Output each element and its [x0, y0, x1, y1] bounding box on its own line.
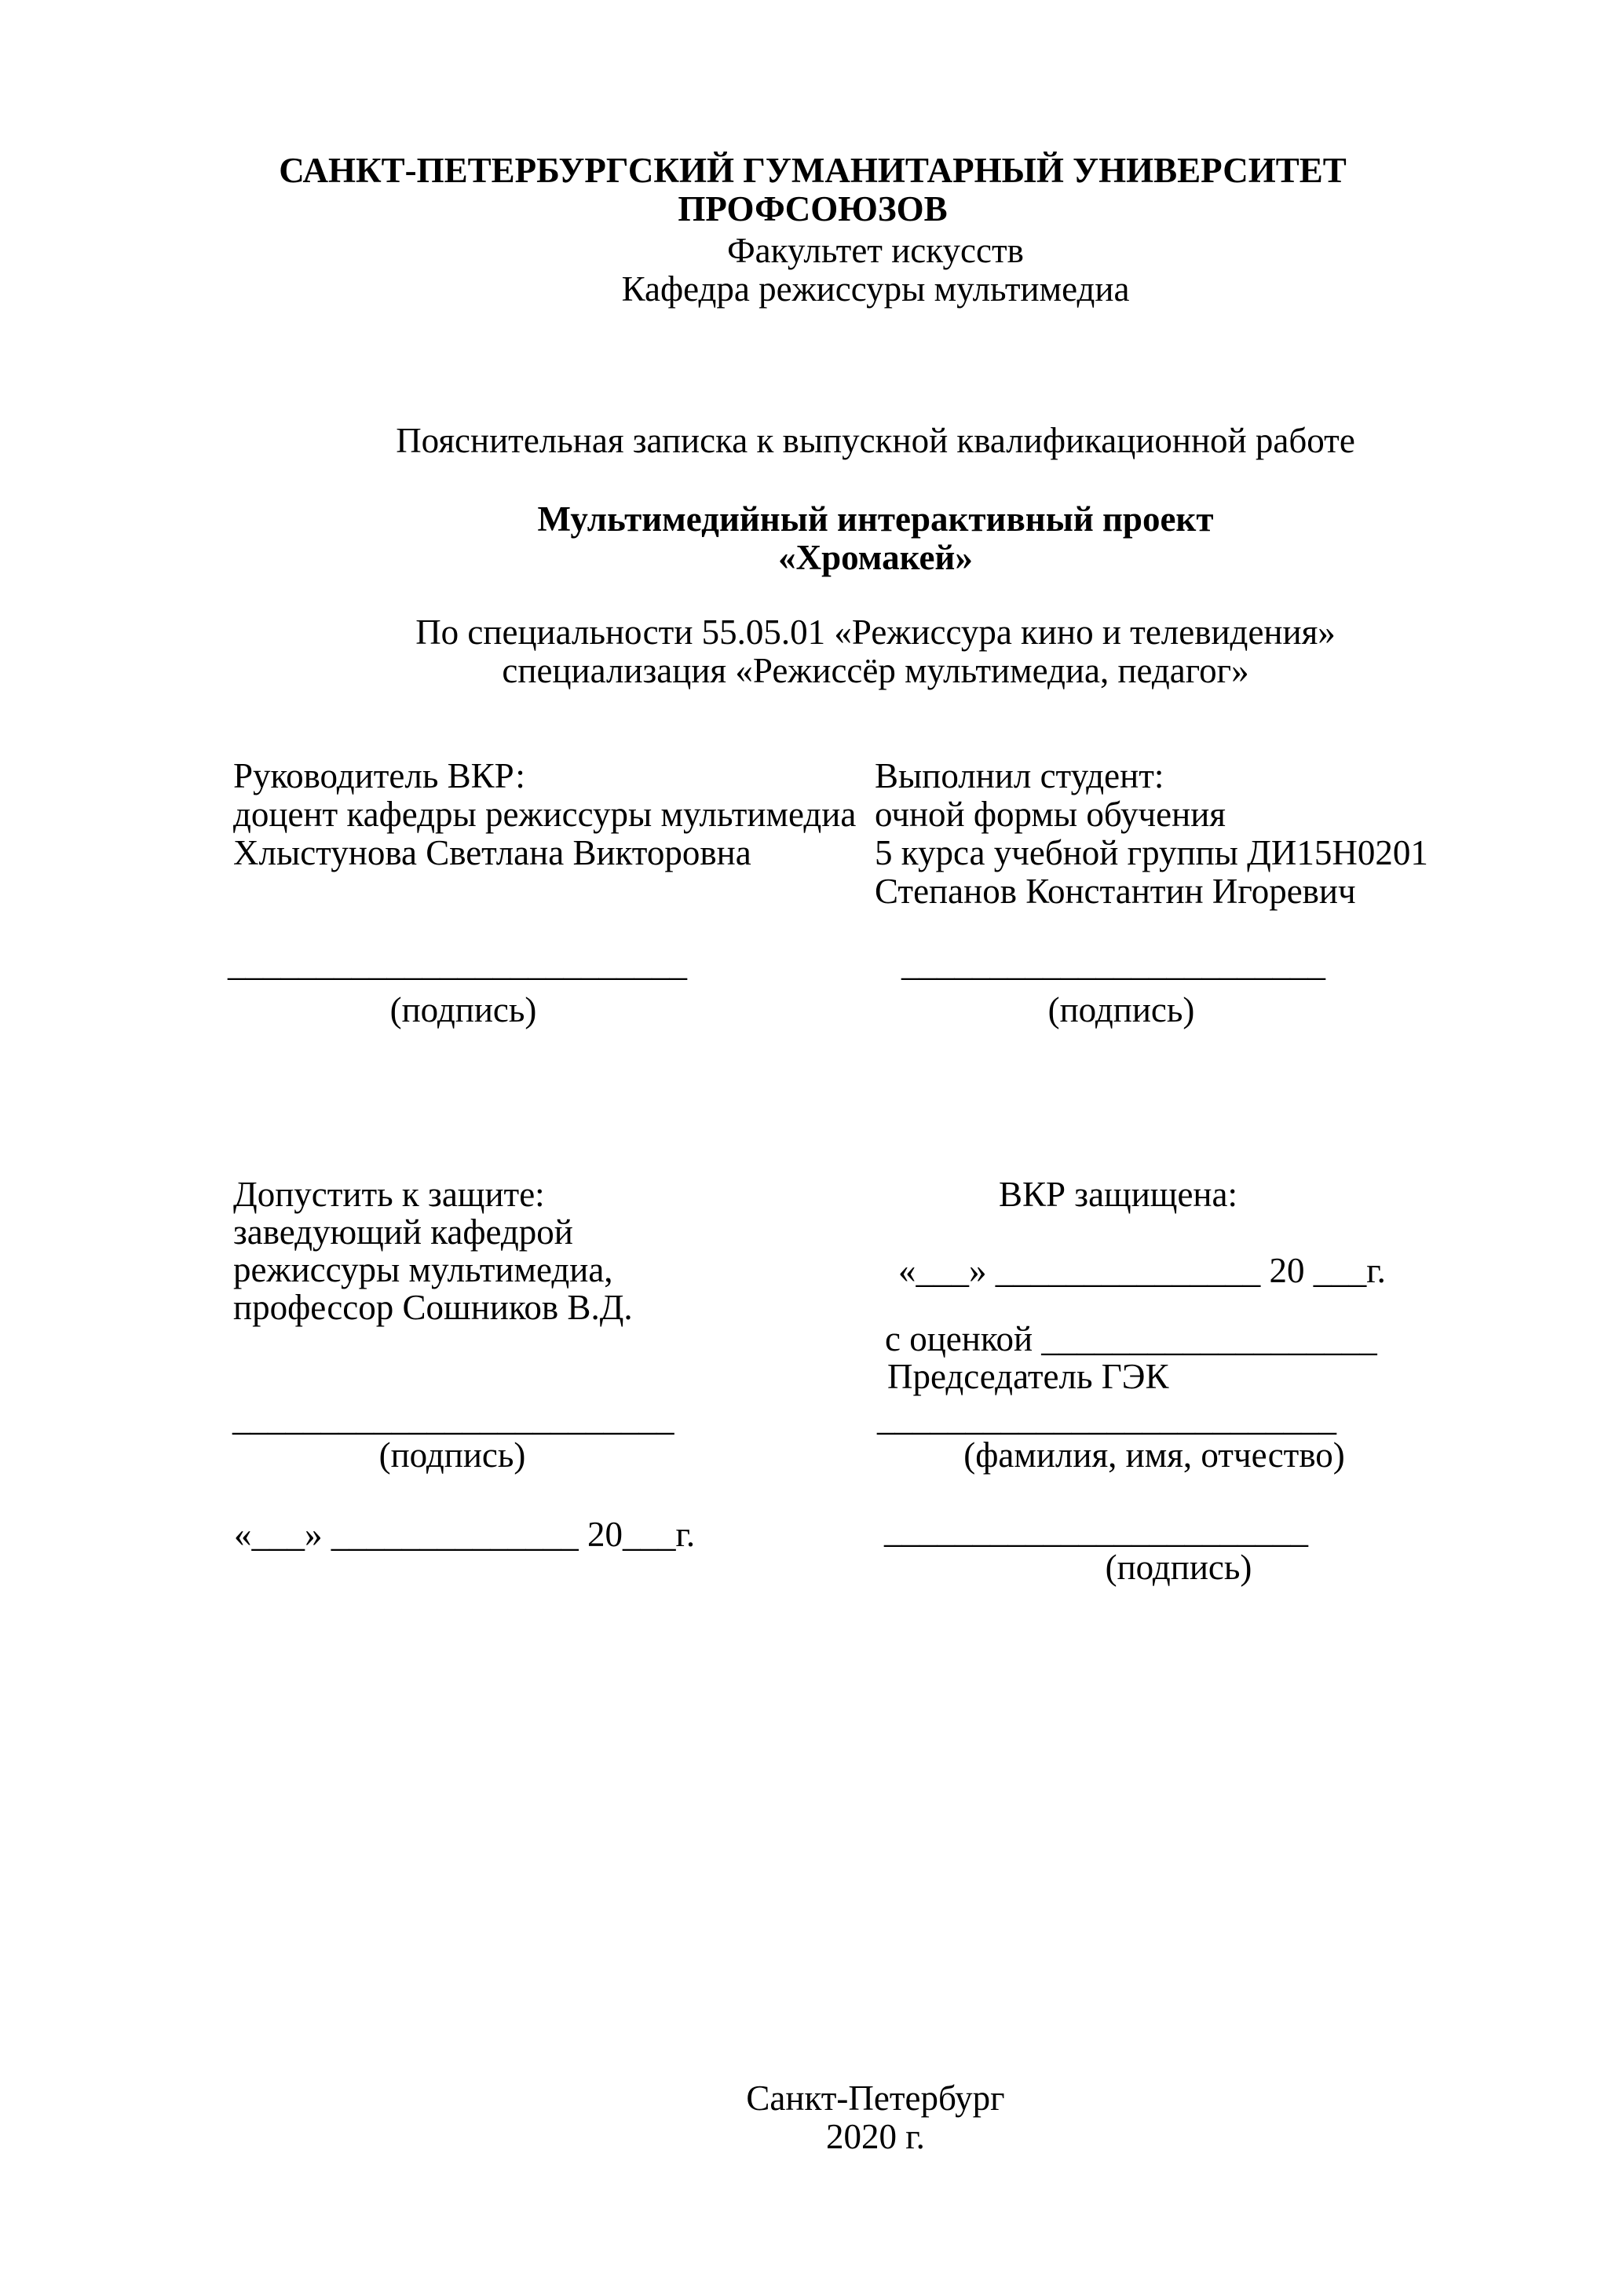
- supervisor-signature-line: __________________________: [228, 944, 687, 983]
- year-label: 2020 г.: [826, 2117, 925, 2156]
- defense-signature-caption: (подпись): [1105, 1548, 1252, 1587]
- defense-heading: ВКР защищена:: [999, 1175, 1237, 1214]
- defense-grade-line: с оценкой ___________________: [885, 1319, 1377, 1358]
- department-name: Кафедра режиссуры мультимедиа: [621, 269, 1130, 309]
- faculty-name: Факультет искусств: [727, 231, 1024, 270]
- student-group: 5 курса учебной группы ДИ15Н0201: [875, 833, 1428, 872]
- work-title-line1: Мультимедийный интерактивный проект: [537, 499, 1214, 539]
- supervisor-name: Хлыстунова Светлана Викторовна: [233, 833, 751, 872]
- admission-signature-line: _________________________: [232, 1398, 674, 1438]
- admission-date-line: «___» ______________ 20___г.: [234, 1515, 696, 1554]
- student-name: Степанов Константин Игоревич: [875, 872, 1356, 911]
- admission-heading: Допустить к защите:: [233, 1175, 545, 1214]
- university-name: САНКТ-ПЕТЕРБУРГСКИЙ ГУМАНИТАРНЫЙ УНИВЕРСИТЕТ ПРОФСОЮЗОВ: [279, 151, 1347, 229]
- supervisor-position: доцент кафедры режиссуры мультимедиа: [233, 795, 857, 834]
- specialization-line: специализация «Режиссёр мультимедиа, педагог»: [502, 651, 1249, 690]
- supervisor-signature-caption: (подпись): [389, 990, 537, 1029]
- admission-position-1: заведующий кафедрой: [233, 1212, 573, 1252]
- city-name: Санкт-Петербург: [746, 2078, 1005, 2118]
- explanatory-note-line: Пояснительная записка к выпускной квалификационной работе: [396, 421, 1355, 460]
- work-title-line2: «Хромакей»: [778, 538, 973, 577]
- student-form: очной формы обучения: [875, 795, 1226, 834]
- defense-date-line: «___» _______________ 20 ___г.: [898, 1251, 1386, 1290]
- student-signature-line: ________________________: [901, 944, 1325, 983]
- specialty-line: По специальности 55.05.01 «Режиссура кино и телевидения»: [415, 612, 1336, 652]
- student-signature-caption: (подпись): [1047, 990, 1195, 1029]
- defense-name-line: __________________________: [877, 1398, 1336, 1438]
- defense-signature-line: ________________________: [884, 1511, 1308, 1550]
- admission-position-2: режиссуры мультимедиа,: [233, 1250, 613, 1289]
- admission-signature-caption: (подпись): [378, 1435, 526, 1475]
- supervisor-label: Руководитель ВКР:: [233, 756, 525, 795]
- admission-position-3: профессор Сошников В.Д.: [233, 1288, 633, 1327]
- student-label: Выполнил студент:: [875, 756, 1164, 795]
- defense-chairman-label: Председатель ГЭК: [887, 1357, 1169, 1396]
- defense-name-caption: (фамилия, имя, отчество): [963, 1435, 1345, 1475]
